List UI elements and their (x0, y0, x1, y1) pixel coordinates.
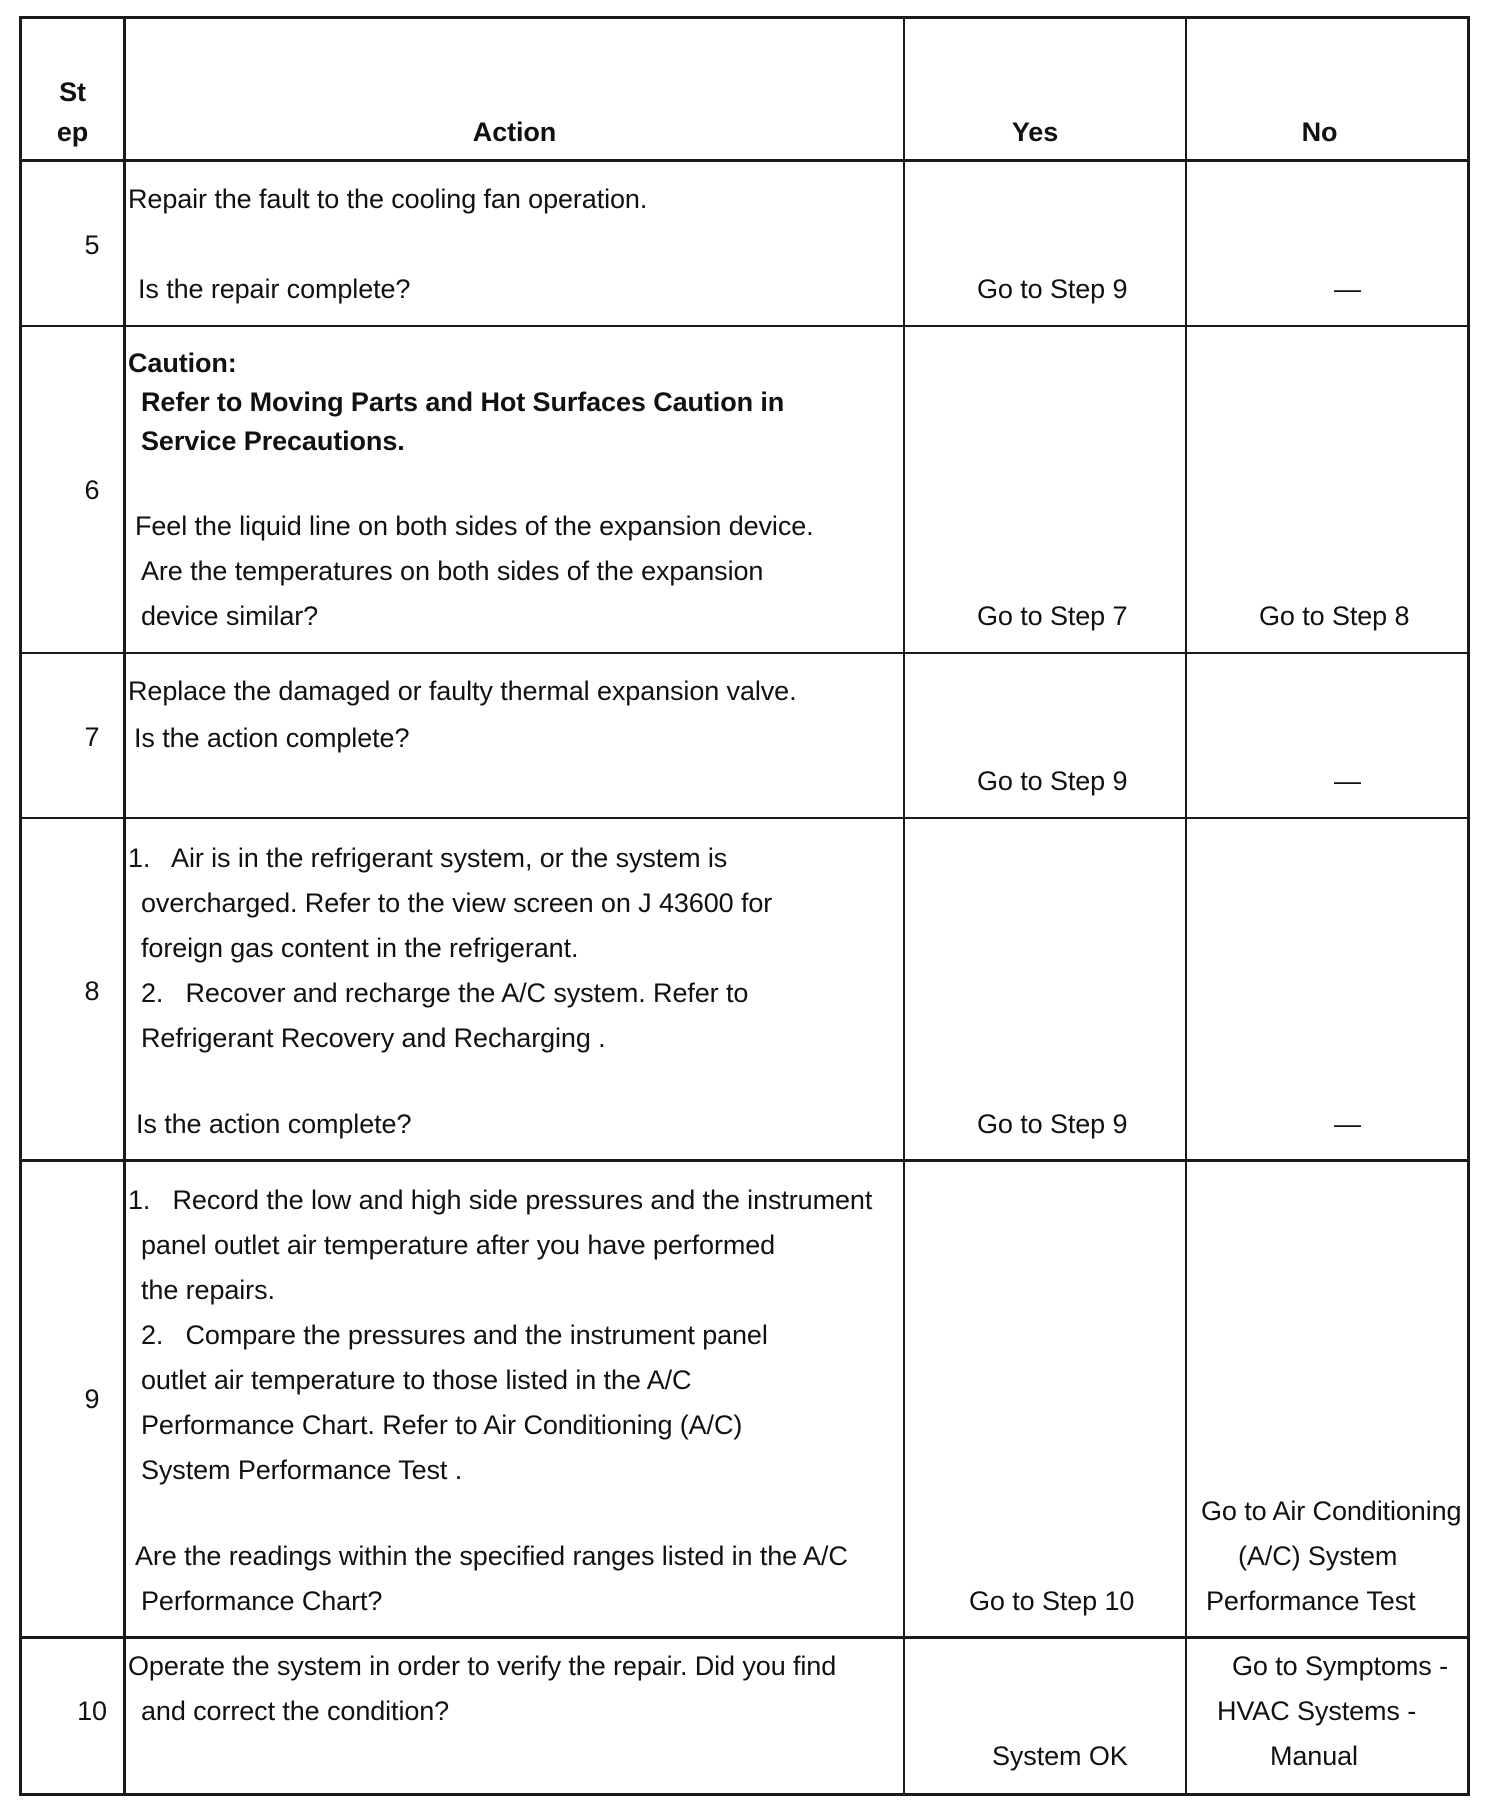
action-text: 2. Recover and recharge the A/C system. Refer to (141, 978, 749, 1008)
no-result: — (1334, 274, 1361, 304)
caution-text: Service Precautions. (141, 426, 405, 456)
yes-result: Go to Step 9 (977, 274, 1128, 304)
yes-result: Go to Step 7 (977, 601, 1128, 631)
grid-line (19, 17, 22, 1795)
action-question: Are the temperatures on both sides of the expansion (141, 556, 764, 586)
step-number: 10 (77, 1696, 107, 1726)
action-question: Performance Chart? (141, 1586, 383, 1616)
grid-line (19, 817, 1470, 819)
action-text: Replace the damaged or faulty thermal expansion valve. (128, 676, 797, 706)
action-text: Performance Chart. Refer to Air Conditioning (A/C) (141, 1410, 743, 1440)
action-text: Repair the fault to the cooling fan operation. (128, 184, 648, 214)
no-result: Manual (1270, 1741, 1358, 1771)
grid-line (19, 159, 1470, 162)
action-text: the repairs. (141, 1275, 275, 1305)
header-step: ep (56, 117, 89, 147)
no-result: Go to Symptoms - (1232, 1651, 1448, 1681)
grid-line (19, 325, 1470, 327)
action-text: Feel the liquid line on both sides of the expansion device. (135, 511, 814, 541)
action-text: 2. Compare the pressures and the instrument panel (141, 1320, 768, 1350)
grid-line (1185, 17, 1187, 1795)
no-result: — (1334, 1109, 1361, 1139)
grid-line (19, 1793, 1470, 1796)
no-result: HVAC Systems - (1217, 1696, 1417, 1726)
action-text: and correct the condition? (141, 1696, 450, 1726)
action-text: Operate the system in order to verify the repair. Did you find (128, 1651, 837, 1681)
no-result: — (1334, 766, 1361, 796)
no-result: Go to Air Conditioning (1201, 1496, 1462, 1526)
action-question: Is the repair complete? (138, 274, 411, 304)
grid-line (19, 16, 1470, 19)
grid-line (19, 1636, 1470, 1639)
step-number: 8 (84, 976, 100, 1006)
action-text: foreign gas content in the refrigerant. (141, 933, 579, 963)
action-question: Are the readings within the specified ranges listed in the A/C (135, 1541, 848, 1571)
yes-result: Go to Step 9 (977, 766, 1128, 796)
step-number: 9 (84, 1384, 100, 1414)
action-text: panel outlet air temperature after you have performed (141, 1230, 776, 1260)
action-text: System Performance Test . (141, 1455, 463, 1485)
grid-line (19, 1159, 1470, 1162)
caution-text: Refer to Moving Parts and Hot Surfaces Caution in (141, 387, 785, 417)
action-question: Is the action complete? (136, 1109, 412, 1139)
step-number: 6 (84, 475, 100, 505)
header-step: St (59, 77, 86, 107)
action-text: 1. Record the low and high side pressures and the instrument (128, 1185, 873, 1215)
step-number: 7 (84, 722, 100, 752)
action-text: Refrigerant Recovery and Recharging . (141, 1023, 606, 1053)
no-result: Performance Test (1206, 1586, 1416, 1616)
action-question: device similar? (141, 601, 319, 631)
yes-result: System OK (992, 1741, 1128, 1771)
no-result: Go to Step 8 (1259, 601, 1410, 631)
action-text: overcharged. Refer to the view screen on J 43600 for (141, 888, 773, 918)
header-action: Action (472, 117, 557, 147)
grid-line (123, 17, 126, 1795)
grid-line (1467, 17, 1470, 1795)
yes-result: Go to Step 9 (977, 1109, 1128, 1139)
yes-result: Go to Step 10 (969, 1586, 1135, 1616)
header-yes: Yes (1011, 117, 1059, 147)
step-number: 5 (84, 230, 100, 260)
caution-label: Caution: (128, 348, 237, 378)
no-result: (A/C) System (1238, 1541, 1398, 1571)
grid-line (19, 652, 1470, 654)
header-no: No (1301, 117, 1338, 147)
action-question: Is the action complete? (134, 723, 410, 753)
grid-line (903, 17, 905, 1795)
action-text: outlet air temperature to those listed in the A/C (141, 1365, 692, 1395)
action-text: 1. Air is in the refrigerant system, or the system is (128, 843, 728, 873)
